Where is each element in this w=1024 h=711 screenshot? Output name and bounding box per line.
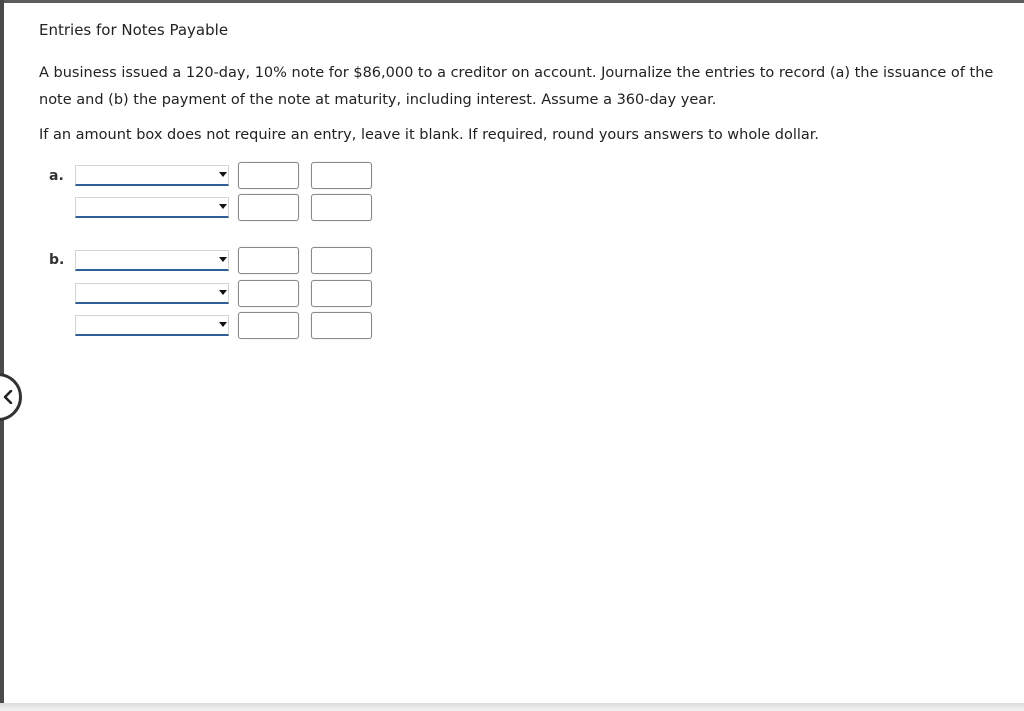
back-button[interactable] — [0, 373, 22, 421]
credit-input-b2[interactable] — [311, 280, 372, 307]
account-select-b1[interactable] — [75, 250, 229, 271]
caret-down-icon — [219, 257, 227, 262]
debit-input-a2[interactable] — [238, 194, 299, 221]
debit-input-b2[interactable] — [238, 280, 299, 307]
debit-input-b1[interactable] — [238, 247, 299, 274]
part-a-label: a. — [49, 168, 64, 184]
account-select-b2[interactable] — [75, 283, 229, 304]
caret-down-icon — [219, 290, 227, 295]
credit-input-b1[interactable] — [311, 247, 372, 274]
instruction-text: If an amount box does not require an entry, leave it blank. If required, round yours answers to whole dollar. — [39, 127, 820, 143]
caret-down-icon — [219, 204, 227, 209]
part-b-label: b. — [49, 252, 65, 268]
credit-input-b3[interactable] — [311, 312, 372, 339]
debit-input-b3[interactable] — [238, 312, 299, 339]
caret-down-icon — [219, 322, 227, 327]
page-title: Entries for Notes Payable — [39, 21, 229, 39]
chevron-left-icon — [3, 390, 13, 404]
problem-text: A business issued a 120-day, 10% note for $86,000 to a creditor on account. Journalize the entries to record (a) the issuance of the note and (b) the payment of the note at maturity, including interest. Assume a 360-day year. — [39, 65, 994, 108]
caret-down-icon — [219, 172, 227, 177]
account-select-b3[interactable] — [75, 315, 229, 336]
debit-input-a1[interactable] — [238, 162, 299, 189]
account-select-a1[interactable] — [75, 165, 229, 186]
window-top-border — [0, 0, 1024, 3]
window-left-border — [0, 0, 4, 711]
credit-input-a1[interactable] — [311, 162, 372, 189]
credit-input-a2[interactable] — [311, 194, 372, 221]
account-select-a2[interactable] — [75, 197, 229, 218]
window-bottom-border — [0, 703, 1024, 711]
